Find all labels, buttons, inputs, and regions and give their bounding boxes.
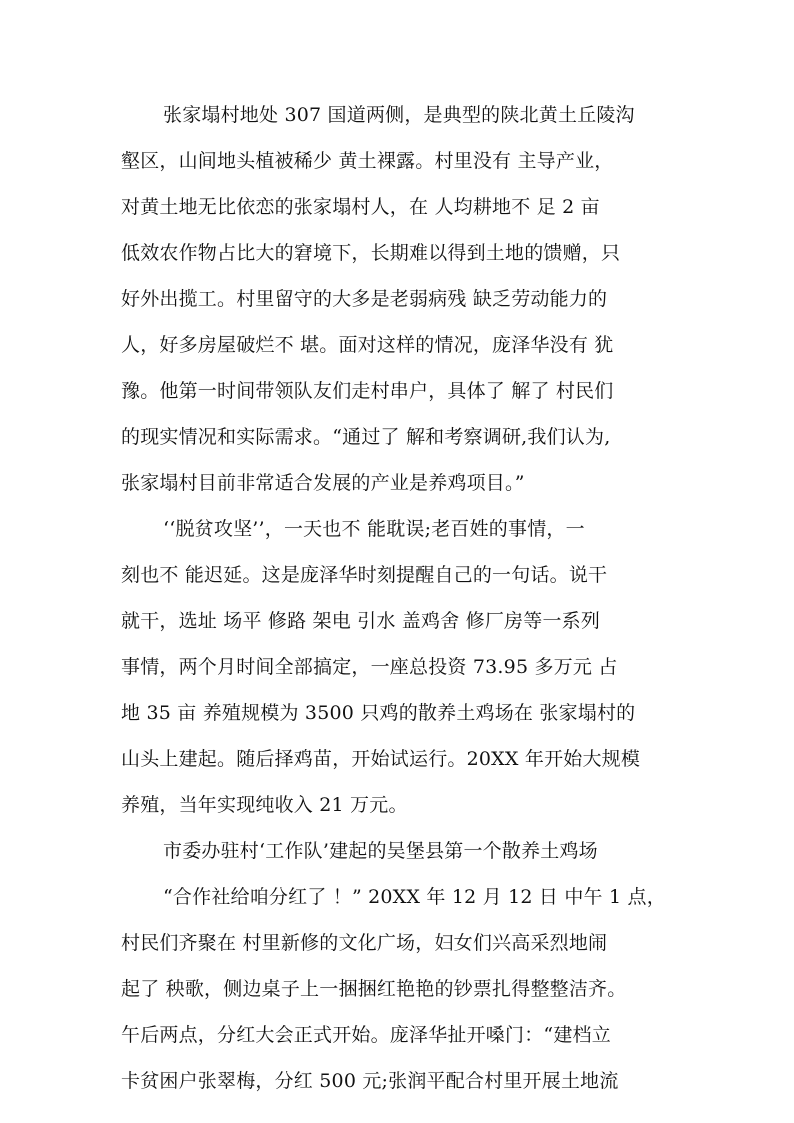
text-line: 张家塌村目前非常适合发展的产业是养鸡项目。” — [121, 472, 525, 494]
text-line: 地 35 亩 养殖规模为 3500 只鸡的散养土鸡场在 张家塌村的 — [121, 702, 636, 724]
text-line: 好外出揽工。村里留守的大多是老弱病残 缺乏劳动能力的 — [121, 288, 608, 310]
text-line: 张家塌村地处 307 国道两侧，是典型的陕北黄土丘陵沟 — [163, 104, 635, 126]
text-line: 的现实情况和实际需求。“通过了 解和考察调研,我们认为, — [121, 426, 611, 448]
text-line: 市委办驻村‘工作队’建起的吴堡县第一个散养土鸡场 — [163, 840, 598, 862]
text-line: 起了 秧歌，侧边桌子上一捆捆红艳艳的钞票扎得整整洁齐。 — [121, 978, 627, 1000]
text-line: 人，好多房屋破烂不 堪。面对这样的情况，庞泽华没有 犹 — [121, 334, 614, 356]
text-line: 对黄土地无比依恋的张家塌村人，在 人均耕地不 足 2 亩 — [121, 196, 600, 218]
text-line: 事情，两个月时间全部搞定，一座总投资 73.95 多万元 占 — [121, 656, 618, 678]
text-line: “合作社给咱分红了 ！” 20XX 年 12 月 12 日 中午 1 点， — [163, 886, 666, 908]
text-line: 村民们齐聚在 村里新修的文化广场，妇女们兴高采烈地闹 — [121, 932, 608, 954]
text-line: 午后两点，分红大会正式开始。庞泽华扯开嗓门：“建档立 — [121, 1024, 611, 1046]
text-line: 山头上建起。随后择鸡苗，开始试运行。20XX 年开始大规模 — [121, 748, 641, 770]
text-line: 就干，选址 场平 修路 架电 引水 盖鸡舍 修厂房等一系列 — [121, 610, 601, 632]
text-line: 壑区，山间地头植被稀少 黄土裸露。村里没有 主导产业， — [121, 150, 614, 172]
text-line: ‘‘脱贫攻坚’’，一天也不 能耽误;老百姓的事情，一 — [163, 518, 585, 540]
text-line: 养殖，当年实现纯收入 21 万元。 — [121, 794, 408, 816]
text-line: 刻也不 能迟延。这是庞泽华时刻提醒自己的一句话。说干 — [121, 564, 608, 586]
text-line: 豫。他第一时间带领队友们走村串户，具体了 解了 村民们 — [121, 380, 614, 402]
text-line: 低效农作物占比大的窘境下，长期难以得到土地的馈赠，只 — [121, 242, 621, 264]
text-line: 卡贫困户张翠梅，分红 500 元;张润平配合村里开展土地流 — [121, 1070, 619, 1092]
